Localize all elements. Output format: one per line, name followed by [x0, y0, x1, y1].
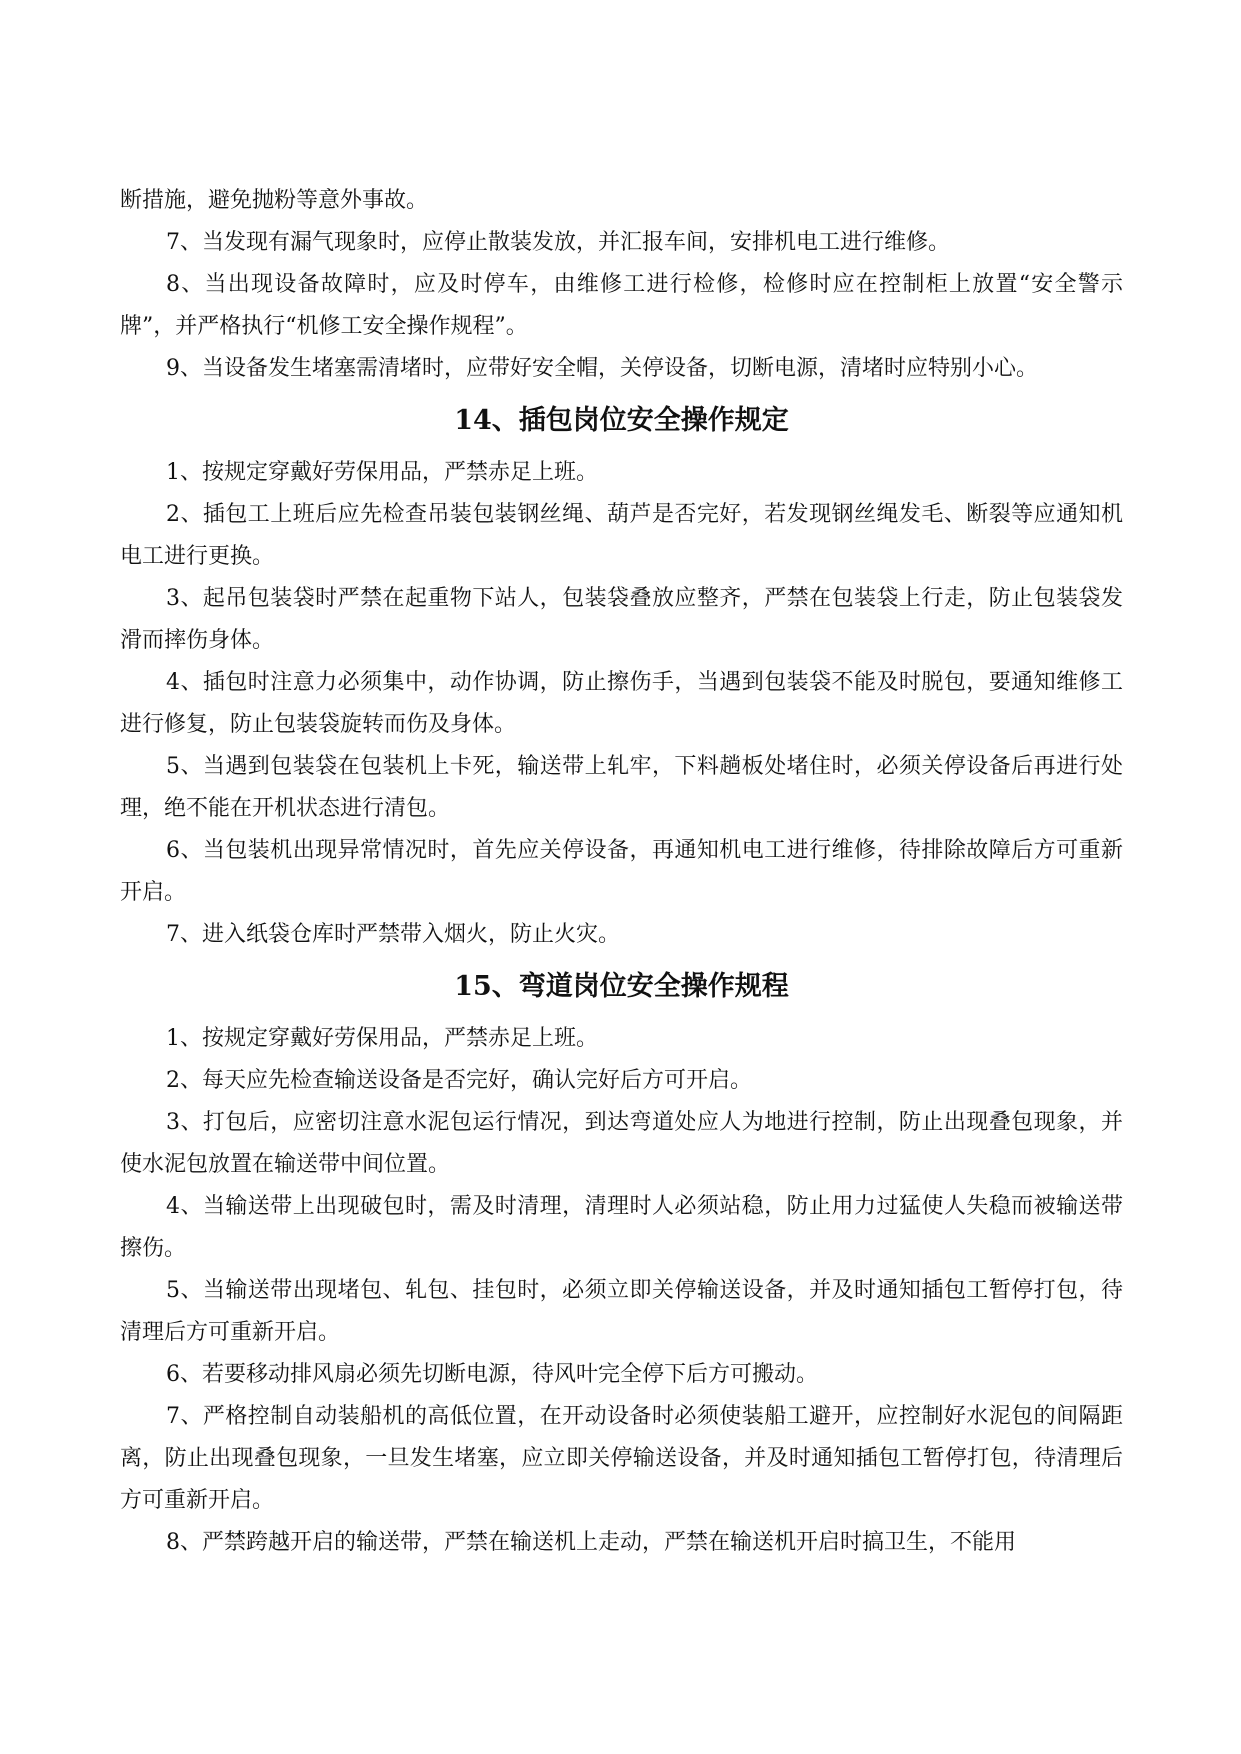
section-15-item-5: 5、当输送带出现堵包、轧包、挂包时，必须立即关停输送设备，并及时通知插包工暂停打包，待清理后方可重新开启。: [120, 1278, 1123, 1345]
section-15-item-6: 6、若要移动排风扇必须先切断电源，待风叶完全停下后方可搬动。: [166, 1362, 818, 1387]
section-14-item-7: 7、进入纸袋仓库时严禁带入烟火，防止火灾。: [166, 922, 620, 947]
section-15-item-4: 4、当输送带上出现破包时，需及时清理，清理时人必须站稳，防止用力过猛使人失稳而被输送带擦伤。: [120, 1194, 1123, 1261]
section-15-item-7: 7、严格控制自动装船机的高低位置，在开动设备时必须使装船工避开，应控制好水泥包的间隔距离，防止出现叠包现象，一旦发生堵塞，应立即关停输送设备，并及时通知插包工暂停打包，待清理后方可重新开启。: [120, 1404, 1123, 1513]
section-14-item-6: 6、当包装机出现异常情况时，首先应关停设备，再通知机电工进行维修，待排除故障后方可重新开启。: [120, 838, 1123, 905]
section-14: [120, 390, 1123, 956]
section-15-item-1: 1、按规定穿戴好劳保用品，严禁赤足上班。: [166, 1026, 598, 1051]
intro-paragraph-2: 8、当出现设备故障时，应及时停车，由维修工进行检修，检修时应在控制柜上放置“安全警示牌”，并严格执行“机修工安全操作规程”。: [120, 272, 1123, 339]
section-14-item-1: 1、按规定穿戴好劳保用品，严禁赤足上班。: [166, 460, 598, 485]
intro-paragraph-0: 断措施，避免抛粉等意外事故。: [120, 188, 429, 213]
intro-paragraph-3: 9、当设备发生堵塞需清堵时，应带好安全帽，关停设备，切断电源，清堵时应特别小心。: [166, 356, 1039, 381]
intro-paragraph-1: 7、当发现有漏气现象时，应停止散装发放，并汇报车间，安排机电工进行维修。: [166, 230, 950, 255]
section-15-item-2: 2、每天应先检查输送设备是否完好，确认完好后方可开启。: [166, 1068, 752, 1093]
intro-section: [120, 180, 1123, 390]
section-15: [120, 956, 1123, 1564]
section-14-item-3: 3、起吊包装袋时严禁在起重物下站人，包装袋叠放应整齐，严禁在包装袋上行走，防止包装袋发滑而摔伤身体。: [120, 586, 1123, 653]
document-page: [120, 180, 1123, 1564]
section-14-item-2: 2、插包工上班后应先检查吊装包装钢丝绳、葫芦是否完好，若发现钢丝绳发毛、断裂等应通知机电工进行更换。: [120, 502, 1123, 569]
section-14-item-5: 5、当遇到包装袋在包装机上卡死，输送带上轧牢，下料趟板处堵住时，必须关停设备后再进行处理，绝不能在开机状态进行清包。: [120, 754, 1123, 821]
section-15-item-3: 3、打包后，应密切注意水泥包运行情况，到达弯道处应人为地进行控制，防止出现叠包现象，并使水泥包放置在输送带中间位置。: [120, 1110, 1123, 1177]
section-14-title: 14、插包岗位安全操作规定: [454, 405, 789, 436]
section-15-item-8: 8、严禁跨越开启的输送带，严禁在输送机上走动，严禁在输送机开启时搞卫生，不能用: [166, 1530, 1016, 1555]
section-14-item-4: 4、插包时注意力必须集中，动作协调，防止擦伤手，当遇到包装袋不能及时脱包，要通知维修工进行修复，防止包装袋旋转而伤及身体。: [120, 670, 1123, 737]
section-15-title: 15、弯道岗位安全操作规程: [454, 971, 789, 1002]
